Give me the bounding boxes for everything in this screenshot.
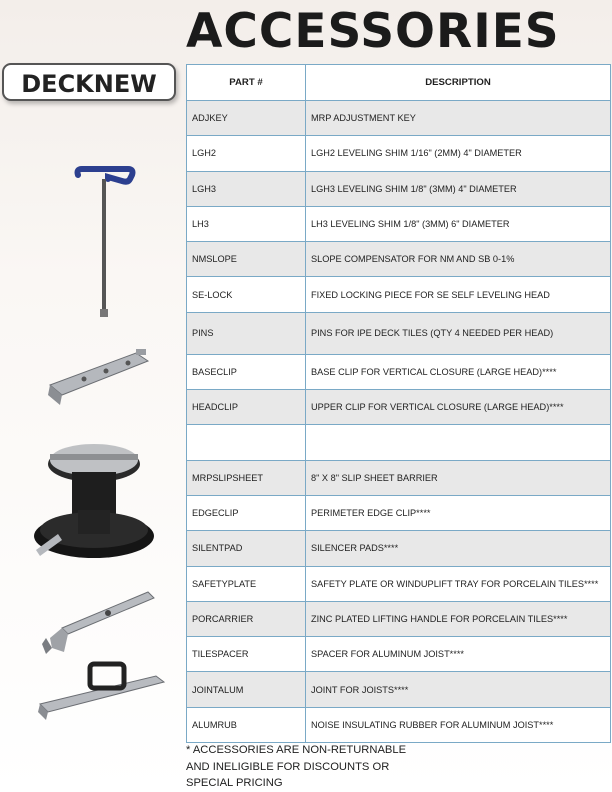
part-cell: SAFETYPLATE xyxy=(187,566,306,601)
description-cell: PERIMETER EDGE CLIP**** xyxy=(306,495,611,530)
table-row xyxy=(187,390,611,425)
table-row xyxy=(187,101,611,136)
description-cell: ZINC PLATED LIFTING HANDLE FOR PORCELAIN TILES**** xyxy=(306,601,611,636)
page-title: ACCESSORIES xyxy=(186,4,560,59)
footnote xyxy=(186,742,446,792)
clip-image xyxy=(44,345,154,410)
table-row xyxy=(187,672,611,707)
part-cell: HEADCLIP xyxy=(187,390,306,425)
table-row-empty xyxy=(187,425,611,460)
part-cell: TILESPACER xyxy=(187,637,306,672)
description-cell: BASE CLIP FOR VERTICAL CLOSURE (LARGE HEAD)**** xyxy=(306,354,611,389)
table-row xyxy=(187,637,611,672)
table-row xyxy=(187,277,611,312)
description-cell: SPACER FOR ALUMINUM JOIST**** xyxy=(306,637,611,672)
table-row xyxy=(187,206,611,241)
description-cell: SLOPE COMPENSATOR FOR NM AND SB 0-1% xyxy=(306,242,611,277)
table-row xyxy=(187,601,611,636)
table-row xyxy=(187,566,611,601)
part-cell: LGH3 xyxy=(187,171,306,206)
description-cell: PINS FOR IPE DECK TILES (QTY 4 NEEDED PER HEAD) xyxy=(306,312,611,354)
table-row xyxy=(187,242,611,277)
description-cell: LGH3 LEVELING SHIM 1/8" (3MM) 4" DIAMETER xyxy=(306,171,611,206)
bracket-image xyxy=(42,588,158,656)
description-cell: SAFETY PLATE OR WINDUPLIFT TRAY FOR PORCELAIN TILES**** xyxy=(306,566,611,601)
table-row xyxy=(187,171,611,206)
part-cell: SE-LOCK xyxy=(187,277,306,312)
column-header-part: PART # xyxy=(187,65,306,101)
part-cell: SILENTPAD xyxy=(187,531,306,566)
part-cell: BASECLIP xyxy=(187,354,306,389)
table-row xyxy=(187,495,611,530)
table-row xyxy=(187,707,611,742)
description-cell: NOISE INSULATING RUBBER FOR ALUMINUM JOIST**** xyxy=(306,707,611,742)
table-row xyxy=(187,312,611,354)
description-cell: UPPER CLIP FOR VERTICAL CLOSURE (LARGE HEAD)**** xyxy=(306,390,611,425)
part-cell: JOINTALUM xyxy=(187,672,306,707)
lifting-handle-image xyxy=(36,660,168,726)
table-row xyxy=(187,531,611,566)
part-cell: LGH2 xyxy=(187,136,306,171)
part-cell: PORCARRIER xyxy=(187,601,306,636)
table-row xyxy=(187,136,611,171)
footnote-line-2: AND INELIGIBLE FOR DISCOUNTS OR xyxy=(186,760,390,773)
part-cell: ALUMRUB xyxy=(187,707,306,742)
part-cell: EDGECLIP xyxy=(187,495,306,530)
brand-logo: DECKNEW xyxy=(2,63,176,101)
adjustment-key-image xyxy=(70,165,140,320)
part-cell: NMSLOPE xyxy=(187,242,306,277)
part-cell: ADJKEY xyxy=(187,101,306,136)
part-cell: PINS xyxy=(187,312,306,354)
table-row xyxy=(187,460,611,495)
table-row xyxy=(187,354,611,389)
column-header-description: DESCRIPTION xyxy=(306,65,611,101)
description-cell: LGH2 LEVELING SHIM 1/16" (2MM) 4" DIAMETER xyxy=(306,136,611,171)
description-cell: FIXED LOCKING PIECE FOR SE SELF LEVELING HEAD xyxy=(306,277,611,312)
part-cell xyxy=(187,425,306,460)
accessories-table xyxy=(186,64,611,743)
description-cell: LH3 LEVELING SHIM 1/8" (3MM) 6" DIAMETER xyxy=(306,206,611,241)
footnote-line-1: * ACCESSORIES ARE NON-RETURNABLE xyxy=(186,744,407,756)
description-cell xyxy=(306,425,611,460)
part-cell: LH3 xyxy=(187,206,306,241)
description-cell: SILENCER PADS**** xyxy=(306,531,611,566)
pedestal-image xyxy=(28,440,156,566)
table-header-row xyxy=(187,65,611,101)
footnote-line-3: SPECIAL PRICING xyxy=(186,777,283,789)
part-cell: MRPSLIPSHEET xyxy=(187,460,306,495)
description-cell: 8" X 8" SLIP SHEET BARRIER xyxy=(306,460,611,495)
description-cell: JOINT FOR JOISTS**** xyxy=(306,672,611,707)
description-cell: MRP ADJUSTMENT KEY xyxy=(306,101,611,136)
